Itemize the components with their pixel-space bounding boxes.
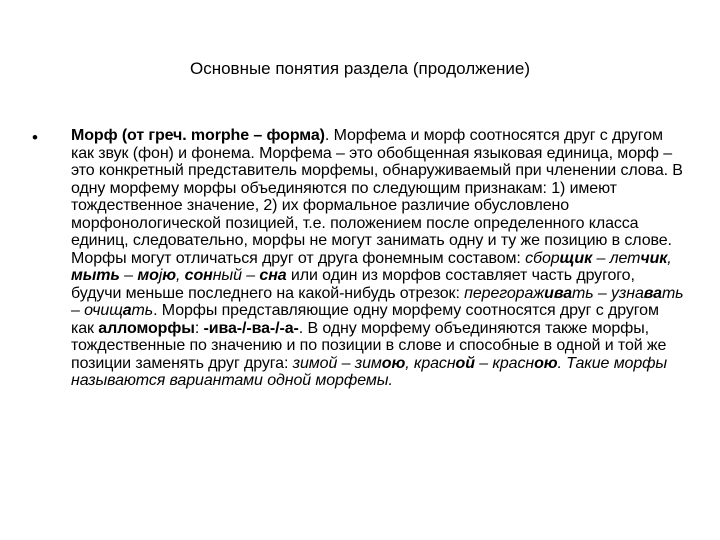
text-run: , — [667, 249, 672, 267]
text-run: ою — [534, 354, 558, 372]
text-run: или один из морфов составляет часть другого, будучи меньше последнего на какой-нибудь отрезок: — [71, 267, 635, 302]
text-run: зимой – зим — [292, 354, 382, 372]
text-run: мыть — [71, 267, 120, 284]
text-run: ива — [544, 284, 572, 302]
text-run: сна — [259, 267, 287, 284]
text-run: чик — [640, 249, 668, 267]
text-run: ою — [381, 354, 406, 372]
slide-title: Основные понятия раздела (продолжение) — [189, 59, 531, 78]
text-run: ва — [643, 284, 662, 302]
text-run: . Морфы представляющие одну морфему соотносятся друг с другом как — [71, 302, 659, 337]
text-run: – — [119, 267, 138, 284]
text-run: , красн — [405, 354, 456, 372]
text-run: ный – — [212, 267, 260, 284]
text-run: сбор — [525, 249, 560, 267]
text-run: ой — [455, 354, 475, 372]
text-run: сон — [184, 267, 213, 284]
bullet-marker: • — [32, 128, 38, 147]
text-run: ть – очищ — [71, 284, 684, 319]
text-run: ть — [131, 302, 154, 319]
text-run: ю — [162, 267, 176, 284]
text-run: Морф (от греч. morphe – форма) — [71, 127, 325, 144]
text-run: . Морфема и морф соотносятся друг с другом как звук (фон) и фонема. Морфема – это обобщенная языковая единица, морф – это конкретный представитель морфемы, обнаруживаемый при членении слова. В одну морфему морфы объединяются по следующим признакам: 1) имеют тождественное значение, 2) их формальное различие обусловлено морфонологической позицией, т.е. положением после определенного класса единиц, следовательно, морфы не могут занимать одну и ту же позицию в слове. Морфы могут отличаться друг от друга фонемным составом: — [71, 127, 683, 267]
text-run: . Такие морфы называются вариантами одной морфемы. — [71, 354, 668, 389]
text-run: : — [194, 319, 204, 337]
text-run: мо — [137, 267, 159, 284]
text-run: а — [122, 302, 132, 319]
bullet-paragraph — [71, 127, 685, 390]
text-run: алломорфы — [98, 319, 195, 337]
text-run: щик — [559, 249, 593, 267]
text-run: , — [175, 267, 185, 284]
text-run: -ива-/-ва-/-а- — [203, 319, 299, 337]
text-run: . В одну морфему объединяются также морфы, тождественные по значению и по позиции в слове и способные в одной и той же позиции заменять друг друга: — [71, 319, 667, 372]
text-run: ть – узна — [572, 284, 644, 302]
text-run: перегораж — [464, 284, 545, 302]
text-run: j — [158, 267, 163, 284]
text-run: – лет — [592, 249, 641, 267]
text-run: – красн — [474, 354, 535, 372]
